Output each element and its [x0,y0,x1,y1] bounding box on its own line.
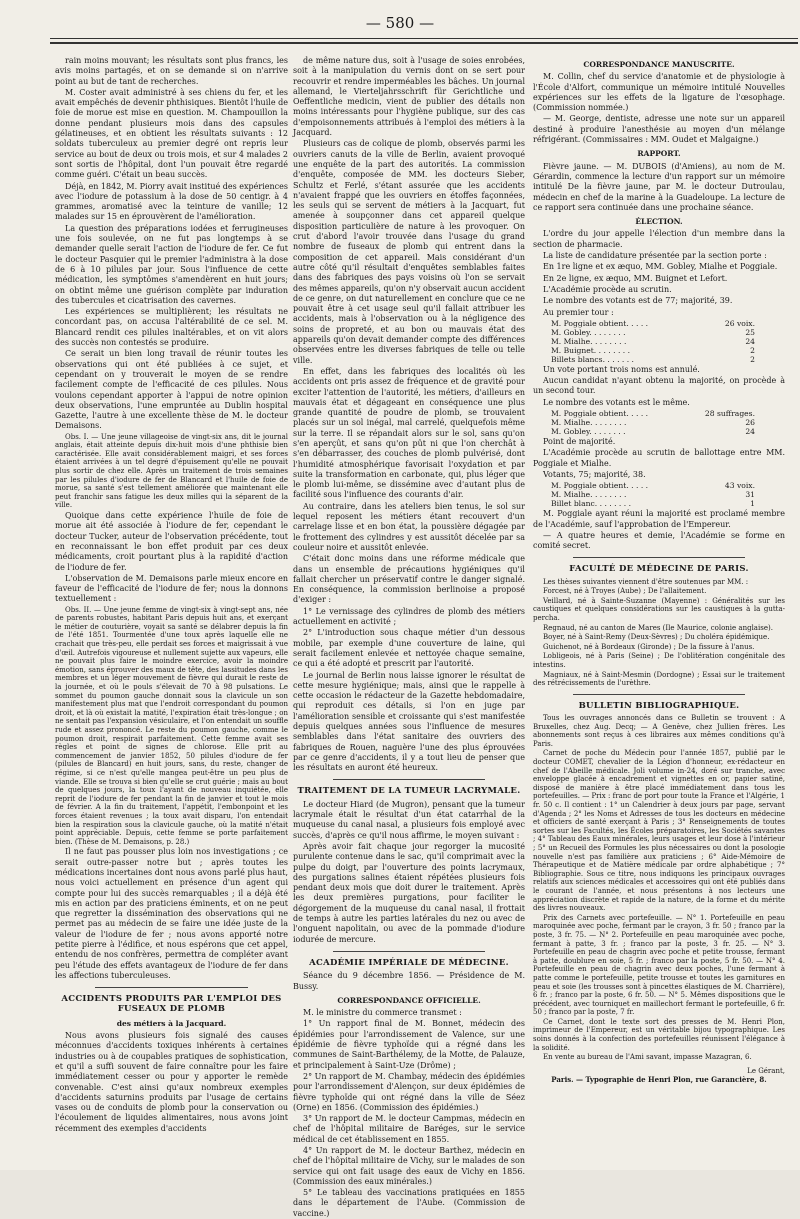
vote-count: 2 [750,345,755,355]
candidate-name: M. Poggiale obtient. . . . . [551,409,649,419]
vote-count: 43 voix. [724,481,755,491]
paragraph: — M. George, dentiste, adresse une note sur un appareil destiné à produire l'anesthésie au moyen d'un mélange réfrigérant. (Commissaires : MM. Oudet et Malgaigne.) [533,114,785,145]
bulletin-note: Tous les ouvrages annoncés dans ce Bulletin se trouvent : A Bruxelles, chez Aug. Decq; — A Genève, chez Jullien frères. Les abonnements sont reçus à ces libraires aux mêmes conditions qu'à Paris. [533,714,785,748]
page-number: — 580 — [365,14,435,32]
vote-count: 26 voix. [724,318,755,328]
candidate-name: M. Buignet. . . . . . . . [551,345,631,355]
vote-count: 28 suffrages. [704,409,755,419]
table-row [533,355,785,364]
paragraph: En 2e ligne, ex æquo, MM. Buignet et Lefort. [543,273,728,283]
observation-1: Obs. I. — Une jeune villageoise de vingt-six ans, dit le journal anglais, était atteinte depuis dix-huit mois d'une phthisie bien caractérisée. Elle avait considérablement maigri, et ses forces étaient arrivées à un tel degré d'épuisement qu'elle ne pouvait plus sortir de chez elle. Après un traitement de trois semaines par les pilules d'iodure de fer de Blancard et l'huile de foie de morue, sa santé s'est tellement améliorée que maintenant elle peut franchir sans fatigue les deux milles qui la séparent de la ville. [55,432,288,510]
paragraph: M. Collin, chef du service d'anatomie et de physiologie à l'École d'Alfort, communique un mémoire intitulé Nouvelles expériences sur les effets de la ligature de l'œsophage. (Commission nommée.) [533,72,785,113]
paragraph: C'était donc moins dans une réforme médicale que dans un ensemble de précautions hygiéniques qu'il fallait chercher un préservatif contre le danger signalé. En conséquence, la commission berlinoise a proposé d'exiger : [293,554,525,605]
section-title-faculte: FACULTÉ DE MÉDECINE DE PARIS. [569,564,749,575]
gerant-signature: Le Gérant, [747,1066,785,1075]
paragraph: 2° L'introduction sous chaque métier d'un dessous mobile, par exemple d'une couverture de laine, qui serait facilement enlevée et nettoyée chaque semaine, ce qui a été adopté et prescrit par l'autorité. [293,628,525,669]
vote-count: 2 [750,354,755,364]
vote-table-ballottage [533,481,785,508]
paragraph: L'ordre du jour appelle l'élection d'un membre dans la section de pharmacie. [533,229,785,249]
thesis-item: Regnaud, né au canton de Mares (Ile Maurice, colonie anglaise). [543,623,773,632]
vote-table-second-round [533,409,785,436]
section-subtitle-jacquard: des métiers à la Jacquard. [116,1018,227,1028]
paragraph: Le nombre des votants est le même. [543,397,690,407]
paragraph: 3° Un rapport de M. le docteur Campmas, médecin en chef de l'hôpital militaire de Baréges, sur le service médical de cet établissement en 1855. [293,1114,525,1144]
paragraph: rain moins mouvant; les résultats sont plus francs, les avis moins partagés, et on se demande si on n'arrive point au but de tant de recherches. [55,56,288,86]
table-row [533,499,785,508]
paragraph: 5° Le tableau des vaccinations pratiquées en 1855 dans le département de l'Aube. (Commission de vaccine.) [293,1188,525,1218]
bulletin-entry: Carnet de poche du Médecin pour l'année 1857, publié par le docteur COMET, chevalier de la Légion d'honneur, ex-rédacteur en chef de l'Abeille médicale. Joli volume in-24, doré sur tranche, avec enveloppe glacée à encadrement et vignettes en or, papier satiné, disposé de manière à être placé immédiatement dans tous les portefeuilles. — Prix : franc de port pour toute la France et l'Algérie, 1 fr. 50 c. Il contient : 1° un Calendrier à deux jours par page, servant d'Agenda ; 2° les Noms et Adresses de tous les docteurs en médecine et officiers de santé exerçant à Paris ; 3° Renseignements de toutes sortes sur les Facultés, les Écoles préparatoires, les Sociétés savantes ; 4° Tableau des Eaux minérales, leurs usages et leur dose à l'intérieur ; 5° un Recueil des Formules les plus nécessaires ou dont la posologie nouvelle n'est pas familière aux praticiens ; 6° Aide-Mémoire de Thérapeutique et de Matière médicale par ordre alphabétique ; 7° Bibliographie. Sous ce titre, nous indiquons les principaux ouvrages relatifs aux sciences médicales et accessoires qui ont été publiés dans le courant de l'année, et nous présentons à nos lecteurs une appréciation discrète et rapide de la nature, de la forme et du mérite des livres nouveaux. [533,749,785,913]
top-rule [50,38,798,39]
vote-count: 24 [745,336,755,346]
candidate-name: M. Poggiale obtient. . . . . [551,481,649,491]
candidate-name: M. Gobley. . . . . . . . [551,427,626,437]
paragraph: L'observation de M. Demaisons parle mieux encore en faveur de l'efficacité de l'iodure de fer; nous la donnons textuellement : [55,573,288,604]
vote-count: 31 [745,490,755,500]
paragraph: 2° Un rapport de M. Chambay, médecin des épidémies pour l'arrondissement d'Alençon, sur deux épidémies de fièvre typhoïde qui ont régné dans la ville de Séez (Orne) en 1856. (Commission des épidémies.) [293,1071,525,1112]
paragraph: — A quatre heures et demie, l'Académie se forme en comité secret. [533,530,785,551]
candidate-name: M. Mialhe. . . . . . . . [551,490,627,500]
separator [95,987,248,988]
thesis-item: Guichenot, né à Bordeaux (Gironde) ; De la fissure à l'anus. [543,642,755,651]
paragraph: La liste de candidature présentée par la section porte : [543,251,767,261]
candidate-name: Billets blancs. . . . . . . [551,354,634,364]
candidate-name: M. Gobley. . . . . . . . [551,327,626,337]
session-line: Séance du 9 décembre 1856. — Présidence de M. Bussy. [293,971,525,991]
vote-count: 24 [745,427,755,437]
subsection-correspondance-manuscrite: CORRESPONDANCE MANUSCRITE. [583,60,735,69]
paragraph: Il ne faut pas pousser plus loin nos investigations ; ce serait outre-passer notre but ; après toutes les médications incertaines dont nous avons parlé plus haut, nous voici actuellement en présence d'un agent qui compte pour lui des succès remarquables ; il a déjà été mis en action par des praticiens éminents, et on ne peut que regretter la dissémination des observations qui ne permet pas au médecin de se faire une idée juste de la valeur de l'iodure de fer ; nous avons apporté notre petite pierre à l'édifice, et nous espérons que cet appel, entendu de nos confrères, permettra de compléter avant peu l'étude des effets avantageux de l'iodure de fer dans les affections tuberculeuses. [55,847,288,980]
subsection-correspondance-officielle: CORRESPONDANCE OFFICIELLE. [337,995,481,1005]
separator [573,694,745,695]
thesis-item: Forcest, né à Troyes (Aube) ; De l'allaitement. [543,587,707,596]
table-row [533,490,785,499]
paragraph: Quoique dans cette expérience l'huile de foie de morue ait été associée à l'iodure de fer, cependant le docteur Tucker, auteur de l'observation précédente, tout en reconnaissant le bon effet produit par ces deux médicaments, croit pourtant plus à la rapidité d'action de l'iodure de fer. [55,511,288,572]
candidate-name: Billet blanc. . . . . . . . [551,499,631,509]
candidate-name: M. Mialhe. . . . . . . . [551,336,627,346]
paragraph: Le docteur Hiard (de Mugron), pensant que la tumeur lacrymale était le résultat d'un état catarrhal de la muqueuse du canal nasal, a plusieurs fois employé avec succès, d'après ce qu'il nous affirme, le moyen suivant : [293,799,525,840]
paragraph: de même nature dus, soit à l'usage de soies enrobées, soit à la manipulation du vernis dont on se sert pour recouvrir et rendre imperméables les bâches. Un journal allemand, le Vierteljahrsschrift für Gerichtliche und Oeffentliche medicin, vient de publier des détails non moins intéressants pour l'hygiène publique, sur des cas d'empoisonnements attribués à l'emploi des métiers à la Jacquard. [293,56,525,138]
paragraph: Les expériences se multiplièrent; les résultats ne concordant pas, on accusa l'altérabilité de ce sel. M. Blancard rendit ces pilules inaltérables, et on vit alors des succès non contestés se produire. [55,307,288,348]
table-row [533,427,785,436]
paragraph: La question des préparations iodées et ferrugineuses une fois soulevée, on ne fut pas longtemps à se demander quelle serait l'action de l'iodure de fer. Ce fut le docteur Pasquier qui le premier l'administra à la dose de 6 à 10 pilules par jour. Sous l'influence de cette médication, les symptômes s'amendèrent en huit jours; on obtint même une guérison complète par induration des tubercules et cicatrisation des cavernes. [55,223,288,305]
column-middle [293,56,525,1218]
table-row [533,328,785,337]
subsection-rapport: RAPPORT. [637,149,681,159]
paragraph: Point de majorité. [543,437,616,447]
thesis-item: Les thèses suivantes viennent d'être soutenues par MM. : [543,577,749,586]
thesis-item: Veillard, né à Sainte-Suzanne (Mayenne) : Généralités sur les caustiques et quelques considérations sur les caustiques à la gutta-percha. [533,596,785,623]
vote-count: 1 [750,499,755,509]
paragraph: Plusieurs cas de colique de plomb, observés parmi les ouvriers canuts de la ville de Berlin, avaient provoqué une enquête de la part des autorités. La commission d'enquête, composée de MM. les docteurs Sieber, Schultz et Ferlé, s'étant assurée que les accidents n'avaient frappé que les ouvriers en étoffes façonnées, les seuls qui se servent de métiers à la Jacquart, fut amenée à soupçonner dans cet appareil quelque disposition particulière de nature à les provoquer. On crut d'abord l'avoir trouvée dans l'usage du grand nombre de fuseaux de plomb qui entrent dans la composition de cet appareil. Mais considérant d'un autre côté qu'il résultait d'enquêtes semblables faites dans des fabriques des pays voisins où l'on se servait des mêmes appareils, qu'on n'y observait aucun accident de ce genre, on dut naturellement en conclure que ce ne pouvait être à cet usage seul qu'il fallait attribuer les accidents, mais à l'observation ou à la négligence des soins de propreté, et au bon ou mauvais état des appareils qu'on devait demander compte des différences observées entre les diverses fabriques de telle ou telle ville. [293,139,525,365]
column-right [533,56,785,1148]
thesis-item: Lobligeois, né à Paris (Seine) ; De l'oblitération congénitale des intestins. [533,652,785,670]
candidate-name: M. Poggiale obtient. . . . . [551,318,649,328]
price-list: Prix des Carnets avec portefeuille. — N° 1. Portefeuille en peau maroquinée avec poche, fermant par le crayon, 3 fr. 50 ; franco par la poste, 3 fr. 75. — N° 2. Portefeuille en peau maroquinée avec poche, fermant à patte, 3 fr. ; franco par la poste, 3 fr. 25. — N° 3. Portefeuille en peau de chagrin avec poche et petite trousse, fermant à patte, doublure en soie, 5 fr. ; franco par la poste, 5 fr. 50. — N° 4. Portefeuille en peau de chagrin avec deux poches, l'une fermant à patte comme le portefeuille, petite trousse et toutes les garnitures en peau et soie (les trousses sont à pincettes élastiques de M. Charrière), 6 fr. ; franco par la poste, 6 fr. 50. — N° 5. Mêmes dispositions que le précédent, avec tourniquet en maillechort fermant le portefeuille, 6 fr. 50 ; franco par la poste, 7 fr. [533,913,785,1017]
separator [333,779,485,780]
separator [333,951,485,952]
paragraph: 1° Le vernissage des cylindres de plomb des métiers actuellement en activité ; [293,606,525,627]
paragraph: En vente au bureau de l'Ami savant, impasse Mazagran, 6. [543,1053,752,1062]
paragraph: M. le ministre du commerce transmet : [303,1008,462,1018]
vote-count: 26 [745,418,755,428]
paragraph: Ce serait un bien long travail de réunir toutes les observations qui ont été publiées à ce sujet, et cependant on y trouverait le moyen de se rendre facilement compte de l'efficacité de ces pilules. Nous voulons cependant apporter à l'appui de notre opinion deux observations, l'une empruntée au Dublin hospital Gazette, l'autre à une excellente thèse de M. le docteur Demaisons. [55,349,288,431]
table-row [533,319,785,328]
paragraph: 1° Un rapport final de M. Bonnet, médecin des épidémies pour l'arrondissement de Valence, sur une épidémie de fièvre typhoïde qui a régné dans les communes de Saint-Barthélemy, de la Motte, de Palauze, et principalement à Saint-Uze (Drôme) ; [293,1019,525,1070]
observation-2: Obs. II. — Une jeune femme de vingt-six à vingt-sept ans, née de parents robustes, habitant Paris depuis huit ans, et exerçant le métier de couturière, voyait sa santé se délabrer depuis la fin de l'été 1851. Tourmentée d'une toux après laquelle elle ne crachait que très-peu, elle perdait ses forces et maigrissait à vue d'œil. Autrefois vigoureuse et nullement sujette aux vapeurs, elle ne pouvait plus faire le moindre exercice, avoir la moindre émotion, sans éprouver des maux de tête, des lassitudes dans les membres et un léger mouvement de fièvre qui durait le reste de la journée, et où le pouls s'élevait de 70 à 98 pulsations. Le sommet du poumon gauche donnait sous la clavicule un son manifestement plus mat que l'endroit correspondant du poumon droit, et là où existait la matité, l'expiration était très-longue ; on ne sentait pas l'expansion vésiculaire, et l'on entendait un souffle rude et assez prononcé. Le reste du poumon gauche, comme le poumon droit, respirait parfaitement. Cette femme avait ses règles et point de signes de chlorose. Elle prit au commencement de janvier 1852, 50 pilules d'iodure de fer (pilules de Blancard) en huit jours, sans, du reste, changer de régime, si ce n'est qu'elle mangea peut-être un peu plus de viande. Elle se trouva si bien qu'elle se crut guérie ; mais au bout de quelques jours, la toux l'ayant de nouveau inquiétée, elle reprit de l'iodure de fer pendant la fin de janvier et tout le mois de février. A la fin du traitement, l'appétit, l'embonpoint et les forces étaient revenues ; la toux avait disparu, l'on entendait bien la respiration sous la clavicule gauche, où la matité n'était point appréciable. Depuis, cette femme se porte parfaitement bien. (Thèse de M. Demaisons, p. 28.) [55,605,288,846]
paragraph: L'Académie procède au scrutin. [543,284,672,294]
section-title-academie: ACADÉMIE IMPÉRIALE DE MÉDECINE. [309,957,509,968]
paragraph: En effet, dans les fabriques des localités où les accidents ont pris assez de fréquence et de gravité pour exciter l'attention de l'autorité, les métiers, d'ailleurs en mauvais état et dégageant en conséquence une plus grande quantité de poudre de plomb, se trouvaient placés sur un sol inégal, mal carrelé, quelquefois même sur la terre. Il se répandait alors sur le sol, sans qu'on s'en aperçût, et sans qu'on pût ni que l'on cherchât à s'en débarrasser, des couches de plomb pulvérisé, dont l'humidité atmosphérique favorisait l'oxydation et par suite la transformation en carbonate, qui, plus léger que le plomb lui-même, se dissémine avec d'autant plus de facilité sous l'influence des courants d'air. [293,366,525,500]
paragraph: Déjà, en 1842, M. Piorry avait institué des expériences avec l'iodure de potassium à la dose de 50 centigr. à 4 grammes, aromatisé avec la teinture de vanille; 12 malades sur 15 en éprouvèrent de l'amélioration. [55,181,288,222]
printer-line: Paris. — Typographie de Henri Plon, rue Garancière, 8. [551,1075,767,1085]
paragraph: Un vote portant trois noms est annulé. [543,364,700,374]
table-row [533,481,785,490]
paragraph: M. Coster avait administré à ses chiens du fer, et les avait empêchés de devenir phthisiques. Bientôt l'huile de foie de morue est mise en question. M. Champouillon la donne pendant plusieurs mois dans des capsules gélatineuses, et en obtient les résultats suivants : 12 soldats tuberculeux au premier degré ont repris leur service au bout de deux ou trois mois, et sur 4 malades 2 sont sortis de l'hôpital, dont l'un pouvait être regardé comme guéri. C'était un beau succès. [55,87,288,180]
paragraph: Votants, 75; majorité, 38. [543,469,646,479]
paragraph: Après avoir fait chaque jour regorger la mucosité purulente contenue dans le sac, qu'il comprimait avec la pulpe du doigt, par l'ouverture des points lacrymaux, des purgations salines étaient répétées plusieurs fois pendant deux mois que doit durer le traitement. Après les deux premières purgations, pour faciliter le dégorgement de la muqueuse du canal nasal, il frottait de temps à autre les parties latérales du nez ou avec de l'onguent napolitain, ou avec de la pommade d'iodure iodurée de mercure. [293,841,525,944]
paragraph: M. Poggiale ayant réuni la majorité est proclamé membre de l'Académie, sauf l'approbation de l'Empereur. [533,509,785,529]
top-rule-thick [50,42,798,44]
vote-count: 25 [745,327,755,337]
thesis-item: Boyer, né à Saint-Remy (Deux-Sèvres) ; Du choléra épidémique. [543,633,770,642]
thesis-item: Magniaux, né à Saint-Mesmin (Dordogne) ; Essai sur le traitement des rétrécissements de l'urèthre. [533,670,785,688]
paragraph: En 1re ligne et ex æquo, MM. Gobley, Mialhe et Poggiale. [543,262,778,272]
table-row [533,409,785,418]
candidate-name: M. Mialhe. . . . . . . . [551,418,627,428]
paragraph: Ce Carnet, dont le texte sort des presses de M. Henri Plon, imprimeur de l'Empereur, est un véritable bijou typographique. Les soins donnés à la confection des portefeuilles réunissent l'élégance à la solidité. [533,1017,785,1052]
paragraph: 4° Un rapport de M. le docteur Barthez, médecin en chef de l'hôpital militaire de Vichy, sur le malades de son service qui ont fait usage des eaux de Vichy en 1856. (Commission des eaux minérales.) [293,1145,525,1186]
section-title-bulletin: BULLETIN BIBLIOGRAPHIQUE. [578,700,740,711]
vote-table-first-round [533,319,785,364]
paragraph: L'Académie procède au scrutin de ballottage entre MM. Poggiale et Mialhe. [533,448,785,468]
section-title-plomb: ACCIDENTS PRODUITS PAR L'EMPLOI DES FUSEAUX DE PLOMB [61,994,282,1015]
paragraph: Le nombre des votants est de 77; majorité, 39. [543,296,733,306]
section-title-tumeur: TRAITEMENT DE LA TUMEUR LACRYMALE. [297,786,521,797]
subsection-election: ÉLECTION. [635,217,683,227]
separator [573,557,745,558]
paragraph: Nous avons plusieurs fois signalé des causes méconnues d'accidents toxiques inhérents à certaines industries ou à de coupables pratiques de sophistication, et qu'il a suffi souvent de faire connaître pour les faire immédiatement cesser ou pour y apporter le remède convenable. C'est ainsi qu'aux nombreux exemples d'accidents saturnins produits par l'usage de certains vases ou de conduits de plomb pour la conservation ou l'écoulement de liquides alimentaires, nous avons joint récemment des exemples d'accidents [55,1031,288,1133]
column-left [55,56,288,1156]
table-row [533,337,785,346]
paragraph: Fièvre jaune. — M. DUBOIS (d'Amiens), au nom de M. Gérardin, commence la lecture d'un rapport sur un mémoire intitulé De la fièvre jaune, par M. le docteur Dutroulau, médecin en chef de la marine à la Guadeloupe. La lecture de ce rapport sera continuée dans une prochaine séance. [533,161,785,212]
paragraph: Aucun candidat n'ayant obtenu la majorité, on procède à un second tour. [533,376,785,396]
table-row [533,346,785,355]
table-row [533,418,785,427]
paragraph: Le journal de Berlin nous laisse ignorer le résultat de cette mesure hygiénique; mais, ainsi que le rappelle à cette occasion le rédacteur de la Gazette hebdomadaire, qui reproduit ces détails, si l'on en juge par l'amélioration sensible et croissante qui s'est manifestée depuis quelques années sous l'influence de mesures semblables dans l'état sanitaire des ouvriers des fabriques de Rouen, naguère l'une des plus éprouvées par ce genre d'accidents, il y a tout lieu de penser que les résultats en auront été heureux. [293,670,525,773]
paragraph: Au contraire, dans les ateliers bien tenus, le sol sur lequel reposent les métiers étant recouvert d'un carrelage lisse et en bon état, la poussière dégagée par le frottement des cylindres y est aussitôt décelée par sa couleur noire et aussitôt enlevée. [293,501,525,552]
paragraph: Au premier tour : [543,307,614,317]
